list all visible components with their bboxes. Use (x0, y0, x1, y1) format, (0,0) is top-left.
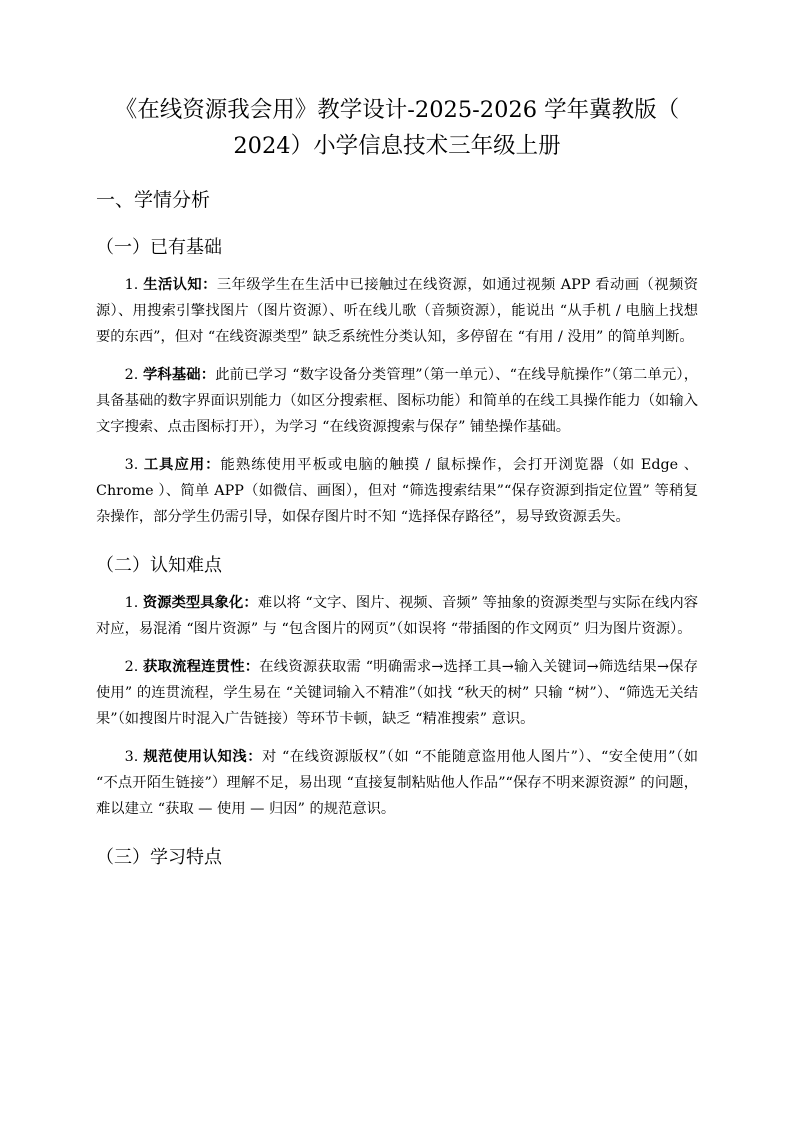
paragraph-resource-types (96, 590, 698, 642)
item-text: 此前已学习 “数字设备分类管理”（第一单元）、“在线导航操作”（第二单元），具备基础的数字界面识别能力（如区分搜索框、图标功能）和简单的在线工具操作能力（如输入文字搜索、点击图标打开），为学习 “在线资源搜索与保存” 铺垫操作基础。 (96, 367, 699, 435)
subsection-heading-existing-foundation: （一）已有基础 (96, 237, 222, 258)
item-label: 资源类型具象化： (142, 595, 258, 611)
item-text: 三年级学生在生活中已接触过在线资源，如通过视频 APP 看动画（视频资源）、用搜索引擎找图片（图片资源）、听在线儿歌（音频资源），能说出 “从手机 / 电脑上找想要的东西”，但对 “在线资源类型” 缺乏系统性分类认知，多停留在 “有用 / 没用” 的简单判断。 (96, 277, 698, 345)
paragraph-acquisition-process (96, 654, 698, 732)
subsection-heading-cognitive-difficulties: （二）认知难点 (96, 555, 222, 576)
item-number: 1. (124, 277, 144, 293)
item-label: 工具应用： (143, 457, 221, 473)
section-heading-analysis: 一、学情分析 (96, 189, 211, 211)
item-text: 难以将 “文字、图片、视频、音频” 等抽象的资源类型与实际在线内容对应，易混淆 “图片资源” 与 “包含图片的网页”（如误将 “带插图的作文网页” 归为图片资源）。 (96, 595, 698, 637)
item-label: 生活认知： (143, 277, 217, 293)
paragraph-life-cognition (96, 272, 698, 350)
paragraph-subject-foundation (96, 362, 698, 440)
item-text: 能熟练使用平板或电脑的触摸 / 鼠标操作，会打开浏览器（如 Edge 、Chrome ）、简单 APP（如微信、画图），但对 “筛选搜索结果”“保存资源到指定位置” 等稍复杂操作，部分学生仍需引导，如保存图片时不知 “选择保存路径”，易导致资源丢失。 (96, 457, 699, 525)
document-title (96, 92, 698, 164)
item-label: 规范使用认知浅： (143, 749, 263, 765)
paragraph-tool-application (96, 452, 698, 530)
item-label: 获取流程连贯性： (143, 659, 260, 675)
item-number: 3. (124, 749, 144, 765)
title-line-2: 2024）小学信息技术三年级上册 (233, 133, 561, 159)
item-number: 3. (124, 457, 144, 473)
item-number: 2. (124, 367, 143, 383)
paragraph-usage-norms (96, 744, 698, 822)
title-line-1: 《在线资源我会用》教学设计-2025-2026 学年冀教版（ (114, 97, 680, 123)
item-number: 1. (124, 595, 143, 611)
item-number: 2. (124, 659, 144, 675)
item-text: 对 “在线资源版权”（如 “不能随意盗用他人图片”）、“安全使用”（如 “不点开陌生链接”）理解不足，易出现 “直接复制粘贴他人作品”“保存不明来源资源” 的问题，难以建立 “获取 — 使用 — 归因” 的规范意识。 (96, 749, 698, 817)
item-text: 在线资源获取需 “明确需求→选择工具→输入关键词→筛选结果→保存使用” 的连贯流程，学生易在 “关键词输入不精准”（如找 “秋天的树” 只输 “树”）、“筛选无关结果”（如搜图片时混入广告链接）等环节卡顿，缺乏 “精准搜索” 意识。 (96, 659, 698, 727)
subsection-heading-learning-traits: （三）学习特点 (96, 847, 222, 868)
item-label: 学科基础： (142, 367, 216, 383)
